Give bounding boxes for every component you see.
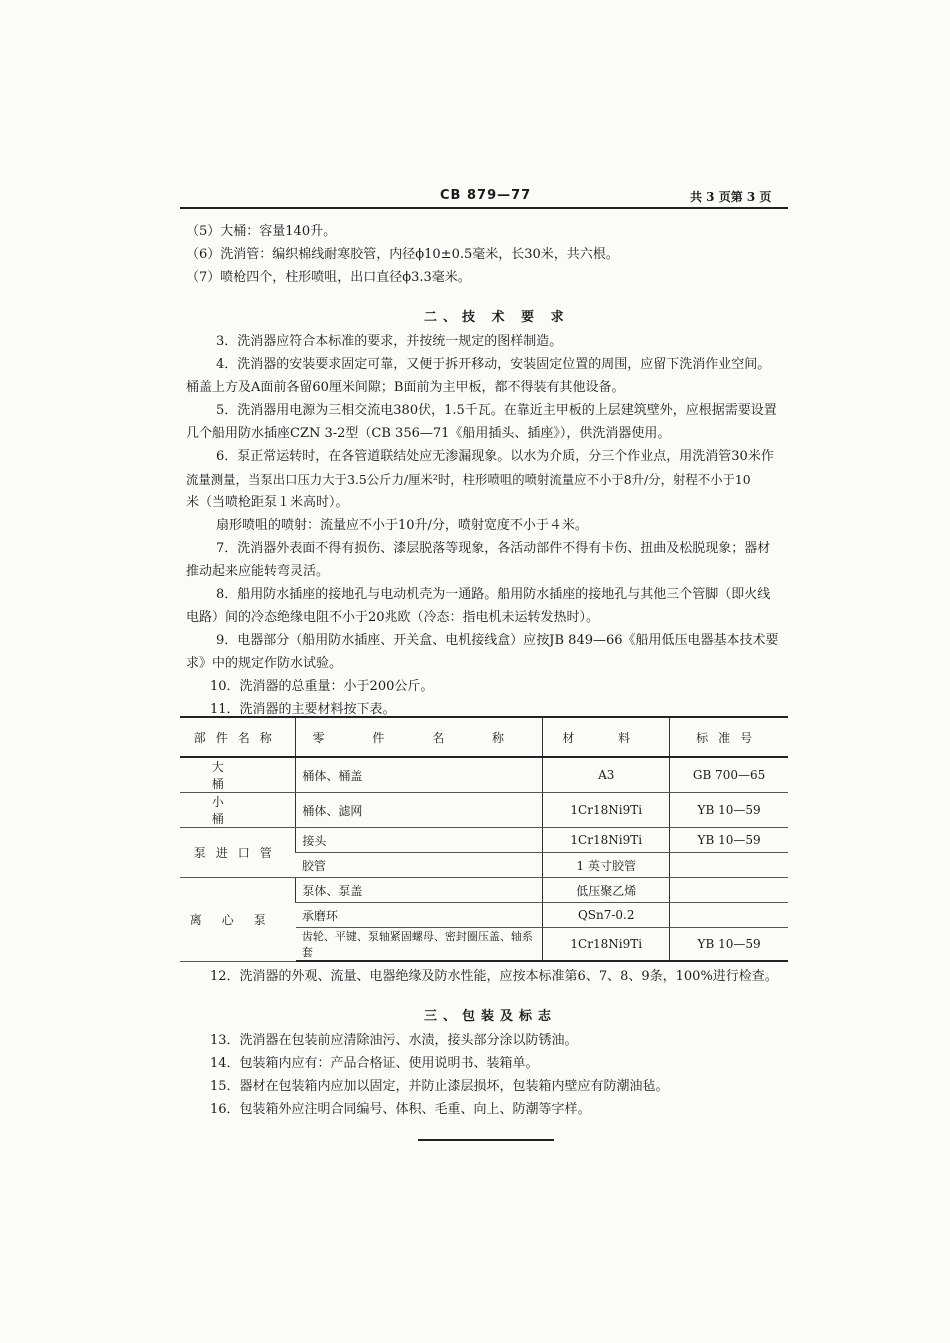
- standard-code: CB 879—77: [440, 188, 532, 203]
- req-4-line1: 4．洗消器的安装要求固定可靠，又便于拆开移动，安装固定位置的周围，应留下洗消作业空间。: [216, 357, 771, 372]
- standard-cell: [670, 878, 788, 903]
- group-cell: 小桶: [180, 793, 296, 828]
- material-cell: 1Cr18Ni9Ti: [543, 928, 670, 962]
- req-6-line1: 6．泵正常运转时，在各管道联结处应无渗漏现象。以水为介质，分三个作业点，用洗消管30米作: [216, 449, 774, 464]
- standard-cell: GB 700—65: [670, 757, 788, 793]
- standard-cell: YB 10—59: [670, 928, 788, 962]
- req-8-line2: 电路）间的冷态绝缘电阻不小于20兆欧（冷态：指电机未运转发热时）。: [186, 610, 600, 625]
- col-header-standard: 标准号: [670, 717, 788, 757]
- item-5: （5）大桶：容量140升。: [186, 224, 337, 239]
- material-cell: QSn7-0.2: [543, 903, 670, 928]
- part-cell: 泵体、泵盖: [296, 878, 543, 903]
- req-9-line1: 9．电器部分（船用防水插座、开关盒、电机接线盒）应按JB 849—66《船用低压电器基本技术要: [216, 633, 779, 648]
- page-info: 共 3 页第 3 页: [690, 190, 772, 204]
- end-rule: [418, 1139, 554, 1141]
- req-9-line2: 求》中的规定作防水试验。: [186, 656, 343, 671]
- material-cell: A3: [543, 757, 670, 793]
- standard-cell: [670, 853, 788, 878]
- materials-table: [180, 716, 788, 962]
- header-rule: [180, 207, 788, 209]
- req-10: 10．洗消器的总重量：小于200公斤。: [210, 679, 434, 694]
- req-8-line1: 8．船用防水插座的接地孔与电动机壳为一通路。船用防水插座的接地孔与其他三个管脚（即火线: [216, 587, 771, 602]
- table-header-row: [180, 717, 788, 757]
- req-6-line3: 米（当喷枪距泵１米高时）。: [186, 495, 349, 510]
- col-header-part: 零 件 名 称: [296, 717, 543, 757]
- part-cell: 接头: [296, 828, 543, 853]
- req-12: 12．洗消器的外观、流量、电器绝缘及防水性能，应按本标准第6、7、8、9条，100%进行检查。: [210, 969, 778, 984]
- material-cell: 1Cr18Ni9Ti: [543, 828, 670, 853]
- section-title-packaging: 三、包装及标志: [424, 1009, 558, 1024]
- standard-cell: YB 10—59: [670, 828, 788, 853]
- item-7: （7）喷枪四个，柱形喷咀，出口直径ϕ3.3毫米。: [186, 270, 471, 285]
- table-row: [180, 878, 788, 903]
- table-row: [180, 793, 788, 828]
- req-6-line4: 扇形喷咀的喷射：流量应不小于10升/分，喷射宽度不小于４米。: [216, 518, 588, 533]
- material-cell: 1 英寸胶管: [543, 853, 670, 878]
- part-cell: 齿轮、平键、泵轴紧固螺母、密封圈压盖、轴系套: [296, 928, 543, 962]
- standard-cell: YB 10—59: [670, 793, 788, 828]
- group-cell: 大桶: [180, 757, 296, 793]
- material-cell: 低压聚乙烯: [543, 878, 670, 903]
- col-header-component: 部件名称: [180, 717, 296, 757]
- req-7-line2: 推动起来应能转弯灵活。: [186, 564, 330, 579]
- req-4-line2: 桶盖上方及A面前各留60厘米间隙；B面前为主甲板，都不得装有其他设备。: [186, 380, 625, 395]
- pack-16: 16．包装箱外应注明合同编号、体积、毛重、向上、防潮等字样。: [210, 1102, 591, 1117]
- material-cell: 1Cr18Ni9Ti: [543, 793, 670, 828]
- req-5-line1: 5．洗消器用电源为三相交流电380伏，1.5千瓦。在靠近主甲板的上层建筑壁外，应根据需要设置: [216, 403, 777, 418]
- req-3: 3．洗消器应符合本标准的要求，并按统一规定的图样制造。: [216, 334, 563, 349]
- section-title-requirements: 二、技 术 要 求: [424, 310, 570, 325]
- standard-cell: [670, 903, 788, 928]
- part-cell: 桶体、滤网: [296, 793, 543, 828]
- part-cell: 胶管: [296, 853, 543, 878]
- req-5-line2: 几个船用防水插座CZN 3-2型（CB 356—71《船用插头、插座》），供洗消器使用。: [186, 426, 671, 441]
- req-7-line1: 7．洗消器外表面不得有损伤、漆层脱落等现象，各活动部件不得有卡伤、扭曲及松脱现象；器材: [216, 541, 771, 556]
- pack-15: 15．器材在包装箱内应加以固定，并防止漆层损坏，包装箱内壁应有防潮油毡。: [210, 1079, 669, 1094]
- item-6: （6）洗消管：编织棉线耐寒胶管，内径ϕ10±0.5毫米，长30米，共六根。: [186, 247, 619, 262]
- req-6-line2: 流量测量，当泵出口压力大于3.5公斤力/厘米²时，柱形喷咀的喷射流量应不小于8升/分，射程不小于10: [186, 472, 751, 487]
- table-row: [180, 757, 788, 793]
- group-cell: 离心泵: [180, 878, 296, 962]
- part-cell: 桶体、桶盖: [296, 757, 543, 793]
- pack-14: 14．包装箱内应有：产品合格证、使用说明书、装箱单。: [210, 1056, 539, 1071]
- pack-13: 13．洗消器在包装前应清除油污、水渍，接头部分涂以防锈油。: [210, 1033, 578, 1048]
- group-cell: 泵进口管: [180, 828, 296, 878]
- part-cell: 承磨环: [296, 903, 543, 928]
- table-row: [180, 828, 788, 853]
- col-header-material: 材 料: [543, 717, 670, 757]
- req-11: 11．洗消器的主要材料按下表。: [210, 702, 396, 717]
